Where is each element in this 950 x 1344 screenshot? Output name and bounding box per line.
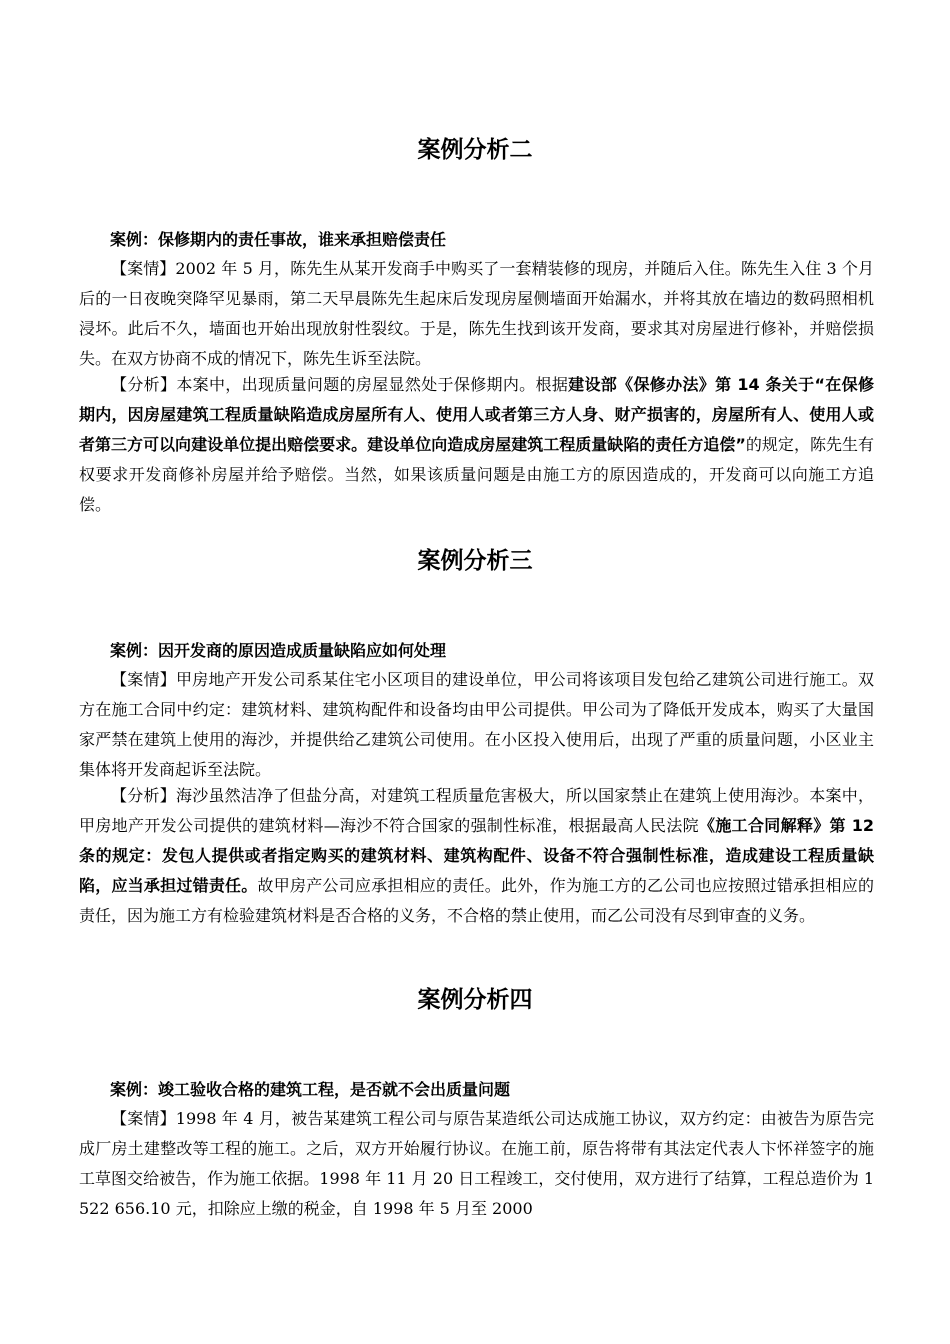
analysis-legal-citation: 《施工合同解释》第 12 条的规定：发包人提供或者指定购买的建筑材料、建筑构配件、设备不符合强制性标准，造成建设工程质量缺陷，应当承担过错责任。 [79,816,874,895]
analysis-legal-citation: 建设部《保修办法》第 14 条关于“在保修期内，因房屋建筑工程质量缺陷造成房屋所有人、使用人或者第三方人身、财产损害的，房屋所有人、使用人或者第三方可以向建设单位提出赔偿要求。建设单位向造成房屋建筑工程质量缺陷的责任方追偿” [79,375,874,454]
case-subtitle: 案例：竣工验收合格的建筑工程，是否就不会出质量问题 [110,1080,511,1099]
analysis-text-before: 本案中，出现质量问题的房屋显然处于保修期内。根据 [176,375,569,394]
case-facts-paragraph [79,254,874,374]
case-subtitle: 案例：保修期内的责任事故，谁来承担赔偿责任 [110,230,447,249]
facts-label: 【案情】 [111,1109,176,1128]
facts-label: 【案情】 [111,670,176,689]
case-analysis-paragraph [79,370,874,520]
facts-label: 【案情】 [111,259,176,278]
section-heading: 案例分析四 [417,987,533,1013]
section-heading: 案例分析三 [417,548,533,574]
analysis-text-before: 海沙虽然洁净了但盐分高，对建筑工程质量危害极大，所以国家禁止在建筑上使用海沙。本案中，甲房地产开发公司提供的建筑材料—海沙不符合国家的强制性标准，根据最高人民法院 [79,786,874,835]
case-subtitle: 案例：因开发商的原因造成质量缺陷应如何处理 [110,641,447,660]
analysis-label: 【分析】 [111,786,176,805]
facts-text: 1998 年 4 月，被告某建筑工程公司与原告某造纸公司达成施工协议，双方约定：由被告为原告完成厂房土建整改等工程的施工。之后，双方开始履行协议。在施工前，原告将带有其法定代表人卞怀祥签字的施工草图交给被告，作为施工依据。1998 年 11 月 20 日工程竣工，交付使用，双方进行了结算，工程总造价为 1 522 656.10 元，扣除应上缴的税金，自 1998 年 5 月至 2000 [79,1109,874,1218]
case-analysis-paragraph [79,781,874,931]
section-heading: 案例分析二 [417,137,533,163]
analysis-text-after: 的规定，陈先生有权要求开发商修补房屋并给予赔偿。当然，如果该质量问题是由施工方的原因造成的，开发商可以向施工方追偿。 [79,435,874,514]
analysis-label: 【分析】 [111,375,177,394]
case-facts-paragraph [79,665,874,785]
facts-text: 甲房地产开发公司系某住宅小区项目的建设单位，甲公司将该项目发包给乙建筑公司进行施工。双方在施工合同中约定：建筑材料、建筑构配件和设备均由甲公司提供。甲公司为了降低开发成本，购买了大量国家严禁在建筑上使用的海沙，并提供给乙建筑公司使用。在小区投入使用后，出现了严重的质量问题，小区业主集体将开发商起诉至法院。 [79,670,874,779]
analysis-text-after: 故甲房产公司应承担相应的责任。此外，作为施工方的乙公司也应按照过错承担相应的责任，因为施工方有检验建筑材料是否合格的义务，不合格的禁止使用，而乙公司没有尽到审查的义务。 [79,876,874,925]
case-facts-paragraph [79,1104,874,1224]
facts-text: 2002 年 5 月，陈先生从某开发商手中购买了一套精装修的现房，并随后入住。陈先生入住 3 个月后的一日夜晚突降罕见暴雨，第二天早晨陈先生起床后发现房屋侧墙面开始漏水，并将其放在墙边的数码照相机浸坏。此后不久，墙面也开始出现放射性裂纹。于是，陈先生找到该开发商，要求其对房屋进行修补，并赔偿损失。在双方协商不成的情况下，陈先生诉至法院。 [79,259,874,368]
